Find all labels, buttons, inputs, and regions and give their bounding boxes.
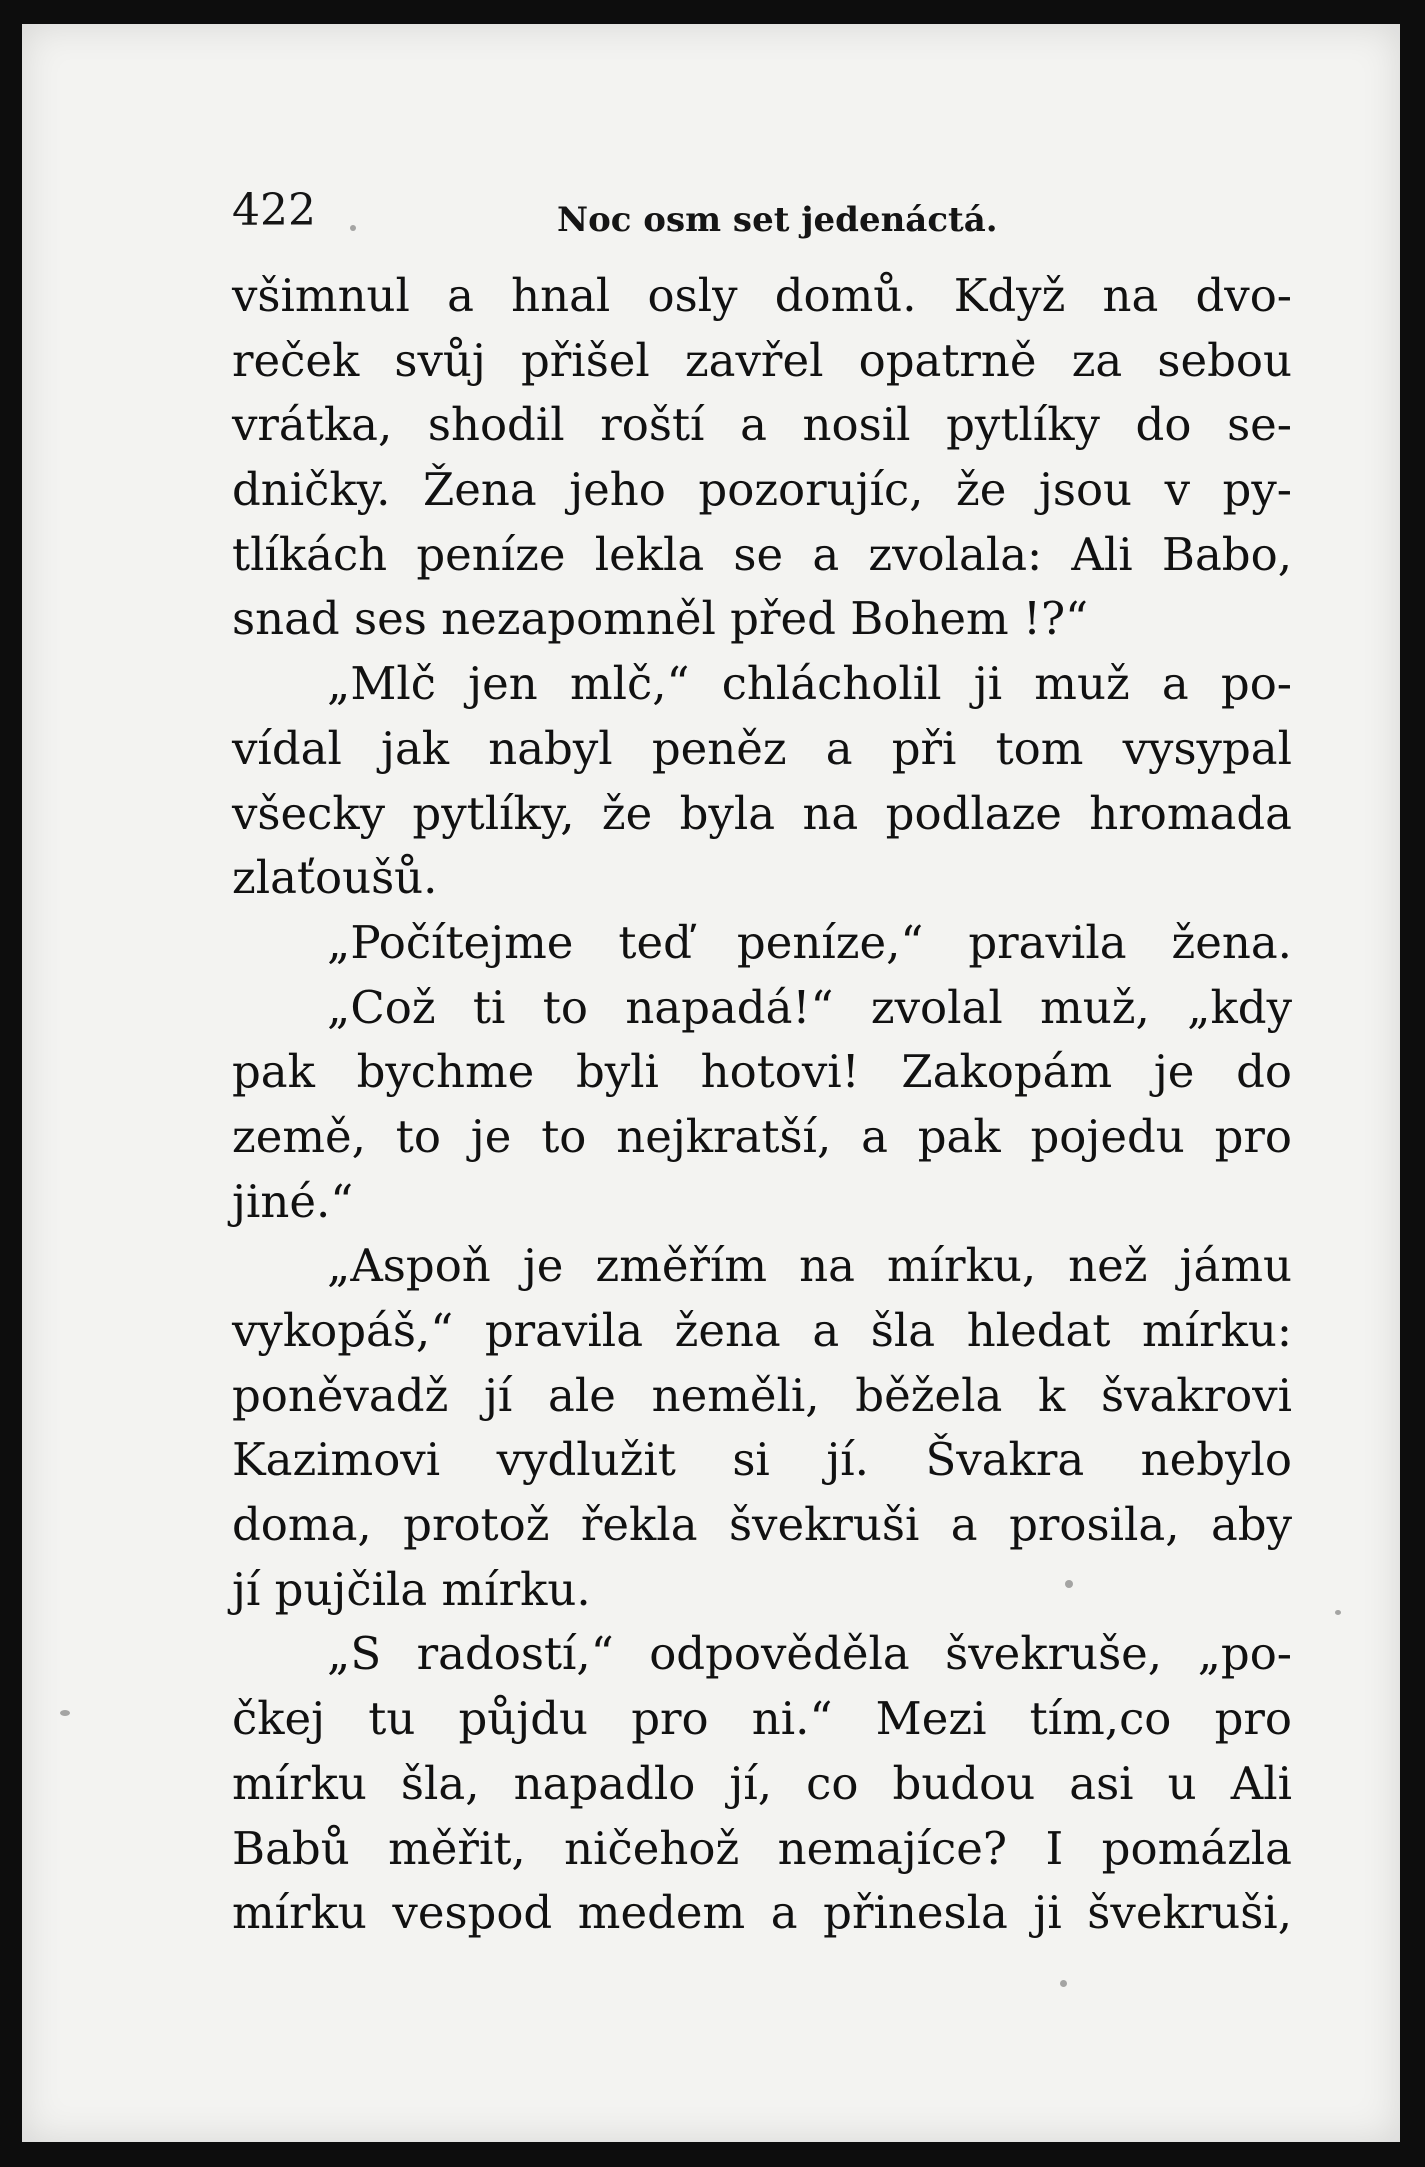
paper-speck <box>350 225 356 231</box>
text-line: „Mlč jen mlč,“ chlácholil ji muž a po- <box>327 657 1292 711</box>
text-line: čkej tu půjdu pro ni.“ Mezi tím,co pro <box>232 1692 1292 1746</box>
page-number: 422 <box>232 185 316 236</box>
text-line: jiné.“ <box>232 1174 354 1228</box>
text-line: tlíkách peníze lekla se a zvolala: Ali Babo, <box>232 527 1292 581</box>
text-line: „Počítejme teď peníze,“ pravila žena. <box>327 915 1292 969</box>
text-line: země, to je to nejkratší, a pak pojedu pro <box>232 1109 1292 1163</box>
text-line: snad ses nezapomněl před Bohem !?“ <box>232 592 1089 646</box>
text-line: „S radostí,“ odpověděla švekruše, „po- <box>327 1627 1292 1681</box>
text-line: doma, protož řekla švekruši a prosila, aby <box>232 1498 1292 1552</box>
paper-speck <box>1065 1580 1073 1588</box>
text-line: dničky. Žena jeho pozorujíc, že jsou v py- <box>232 463 1292 517</box>
text-line: jí pujčila mírku. <box>232 1562 591 1616</box>
text-line: zlaťoušů. <box>232 851 438 905</box>
paper-speck <box>1060 1980 1067 1987</box>
paper-speck <box>60 1710 70 1716</box>
text-line: vykopáš,“ pravila žena a šla hledat mírku: <box>232 1304 1292 1357</box>
text-line: „Aspoň je změřím na mírku, než jámu <box>327 1239 1292 1293</box>
running-title: Noc osm set jedenáctá. <box>557 200 998 240</box>
text-line: vrátka, shodil roští a nosil pytlíky do se- <box>232 398 1292 452</box>
text-line: „Což ti to napadá!“ zvolal muž, „kdy <box>327 980 1292 1034</box>
running-head <box>232 186 1032 246</box>
text-line: pak bychme byli hotovi! Zakopám je do <box>232 1045 1292 1099</box>
body-text <box>232 264 1292 1946</box>
text-line: mírku vespod medem a přinesla ji švekruši, <box>232 1886 1292 1940</box>
text-line: Kazimovi vydlužit si jí. Švakra nebylo <box>232 1433 1292 1487</box>
paper-speck <box>1335 1610 1341 1615</box>
text-line: všimnul a hnal osly domů. Když na dvo- <box>232 269 1292 322</box>
text-line: reček svůj přišel zavřel opatrně za sebou <box>232 333 1292 387</box>
text-line: mírku šla, napadlo jí, co budou asi u Ali <box>232 1756 1292 1810</box>
text-line: všecky pytlíky, že byla na podlaze hromada <box>232 786 1292 840</box>
text-line: Babů měřit, ničehož nemajíce? I pomázla <box>232 1821 1292 1875</box>
text-line: poněvadž jí ale neměli, běžela k švakrovi <box>232 1368 1292 1422</box>
text-line: vídal jak nabyl peněz a při tom vysypal <box>232 721 1292 775</box>
